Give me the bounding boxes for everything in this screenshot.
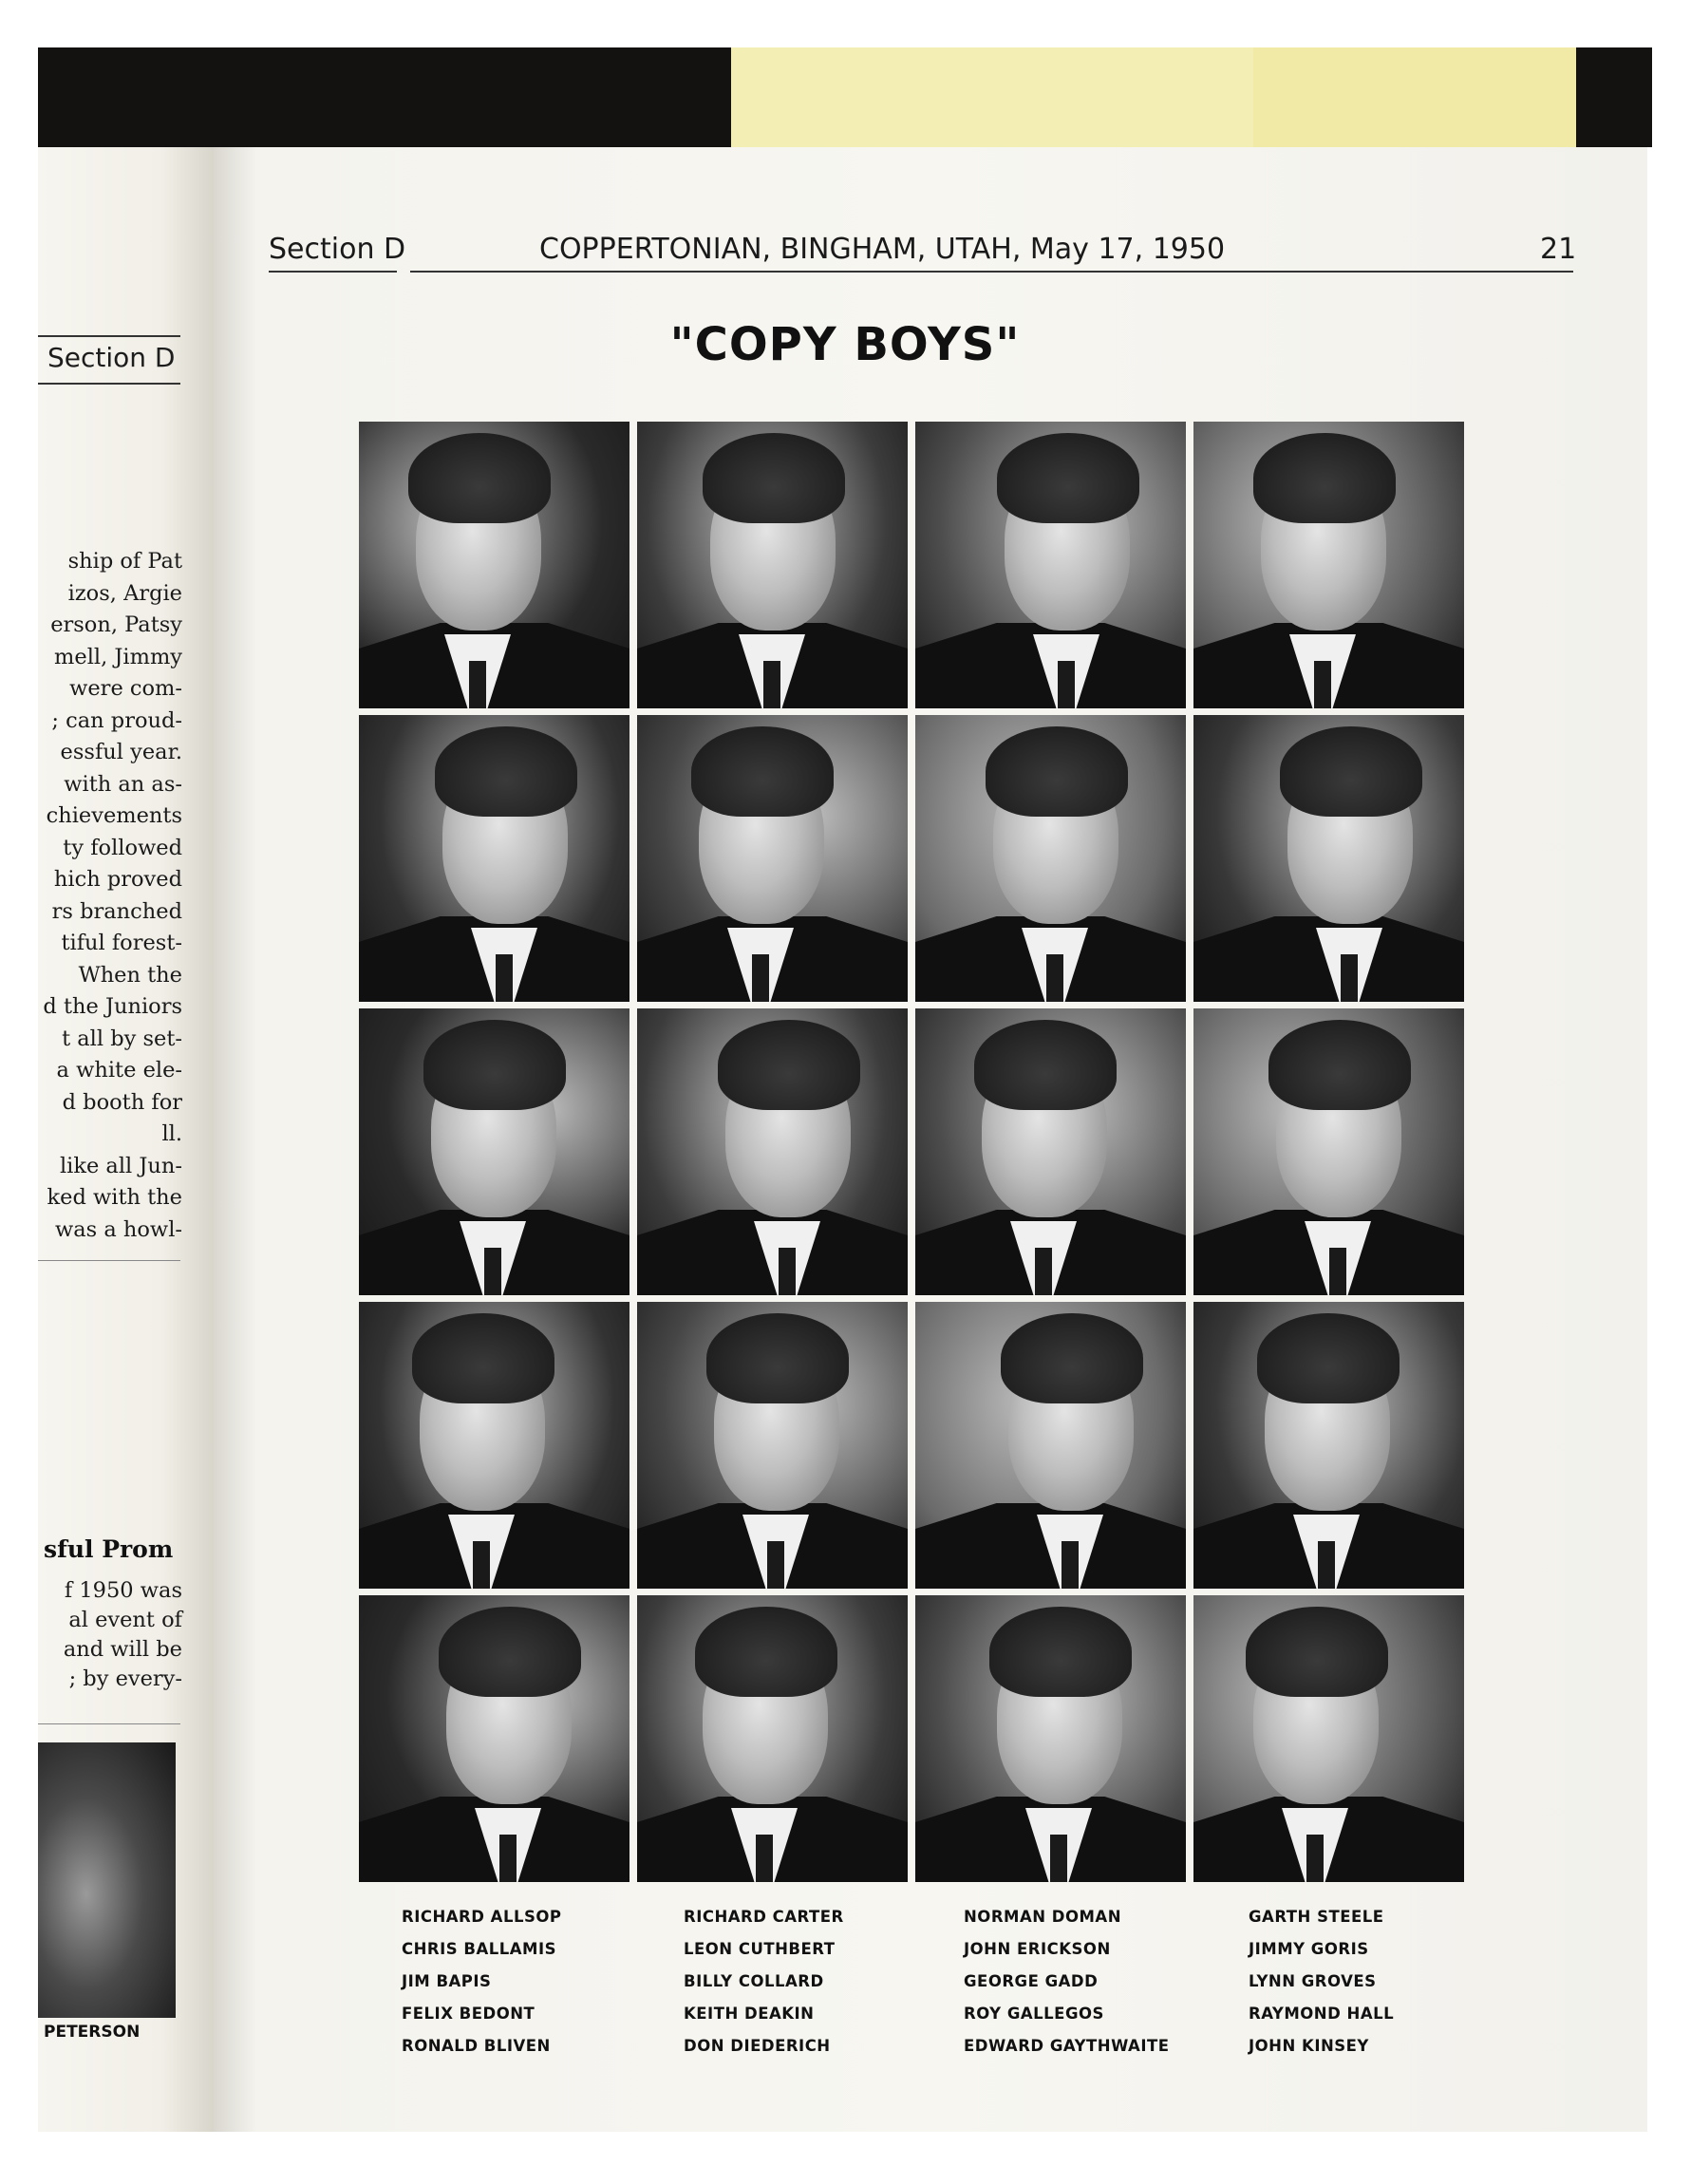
portrait-photo	[637, 715, 908, 1002]
portrait-photo	[637, 422, 908, 708]
name-label: RICHARD CARTER	[684, 1908, 844, 1926]
name-column-3	[964, 1901, 1169, 2062]
portrait-photo	[637, 1595, 908, 1882]
divider	[38, 335, 180, 337]
portrait-photo	[1193, 1008, 1464, 1295]
portrait-hair	[718, 1020, 860, 1110]
portrait-hair	[986, 726, 1128, 817]
left-page-prom-text: f 1950 was al event of and will be ; by every-	[63, 1578, 182, 1691]
portrait-tie	[763, 661, 780, 708]
portrait-photo	[359, 1595, 629, 1882]
page-number: 21	[1540, 233, 1577, 266]
portrait-photo	[915, 1595, 1186, 1882]
portrait-photo	[915, 422, 1186, 708]
portrait-photo	[359, 715, 629, 1002]
portrait-tie	[473, 1541, 490, 1589]
name-column-2	[684, 1901, 844, 2062]
section-label: Section D	[269, 233, 406, 266]
portrait-hair	[974, 1020, 1117, 1110]
portrait-photo	[359, 1302, 629, 1589]
portrait-hair	[997, 433, 1139, 523]
portrait-tie	[499, 1835, 517, 1882]
portrait-tie	[469, 661, 486, 708]
portrait-tie	[1046, 954, 1063, 1002]
left-section-label: Section D	[47, 342, 176, 373]
portrait-photo	[359, 422, 629, 708]
page-title: "COPY BOYS"	[669, 318, 1021, 371]
portrait-photo	[1193, 715, 1464, 1002]
name-label: GARTH STEELE	[1249, 1908, 1384, 1926]
portrait-tie	[1035, 1248, 1052, 1295]
name-label: RICHARD ALLSOP	[402, 1908, 562, 1926]
name-label: JOHN ERICKSON	[964, 1940, 1111, 1958]
portrait-hair	[408, 433, 551, 523]
portrait-hair	[989, 1607, 1132, 1697]
name-column-4	[1249, 1901, 1394, 2062]
portrait-tie	[496, 954, 513, 1002]
portrait-hair	[1257, 1313, 1400, 1403]
name-label: RAYMOND HALL	[1249, 2005, 1395, 2023]
portrait-photo	[915, 715, 1186, 1002]
portrait-hair	[1246, 1607, 1388, 1697]
portrait-photo	[1193, 1302, 1464, 1589]
portrait-tie	[767, 1541, 784, 1589]
portrait-hair	[412, 1313, 554, 1403]
name-label: JIMMY GORIS	[1249, 1940, 1369, 1958]
tape-strip	[731, 47, 1253, 147]
portrait-tie	[1341, 954, 1358, 1002]
name-label: RONALD BLIVEN	[402, 2037, 551, 2055]
left-page-photo	[38, 1742, 176, 2018]
portrait-photo	[359, 1008, 629, 1295]
divider	[38, 1260, 180, 1261]
portrait-tie	[1314, 661, 1331, 708]
portrait-hair	[439, 1607, 581, 1697]
publication-line: COPPERTONIAN, BINGHAM, UTAH, May 17, 1950	[539, 233, 1226, 266]
portrait-grid	[359, 422, 1464, 1882]
portrait-tie	[1062, 1541, 1079, 1589]
name-label: NORMAN DOMAN	[964, 1908, 1122, 1926]
portrait-photo	[915, 1008, 1186, 1295]
portrait-tie	[756, 1835, 773, 1882]
portrait-tie	[779, 1248, 796, 1295]
left-page-photo-caption: PETERSON	[44, 2023, 141, 2042]
portrait-hair	[1280, 726, 1422, 817]
portrait-tie	[1058, 661, 1075, 708]
left-page	[38, 147, 214, 2132]
header-rule	[269, 271, 397, 273]
divider	[38, 1723, 180, 1724]
portrait-hair	[1253, 433, 1396, 523]
portrait-tie	[1329, 1248, 1346, 1295]
portrait-hair	[703, 433, 845, 523]
name-label: DON DIEDERICH	[684, 2037, 831, 2055]
name-label: GEORGE GADD	[964, 1972, 1099, 1990]
name-label: JIM BAPIS	[402, 1972, 492, 1990]
tape-strip	[1253, 47, 1576, 147]
portrait-photo	[637, 1302, 908, 1589]
name-label: CHRIS BALLAMIS	[402, 1940, 556, 1958]
portrait-photo	[915, 1302, 1186, 1589]
portrait-hair	[1001, 1313, 1143, 1403]
portrait-hair	[691, 726, 834, 817]
portrait-hair	[1268, 1020, 1411, 1110]
portrait-hair	[695, 1607, 837, 1697]
portrait-tie	[1318, 1541, 1335, 1589]
portrait-photo	[1193, 422, 1464, 708]
portrait-photo	[637, 1008, 908, 1295]
name-label: BILLY COLLARD	[684, 1972, 824, 1990]
name-label: LYNN GROVES	[1249, 1972, 1377, 1990]
portrait-tie	[1306, 1835, 1324, 1882]
name-label: ROY GALLEGOS	[964, 2005, 1104, 2023]
portrait-hair	[706, 1313, 849, 1403]
portrait-tie	[752, 954, 769, 1002]
name-label: FELIX BEDONT	[402, 2005, 535, 2023]
name-column-1	[402, 1901, 561, 2062]
portrait-hair	[423, 1020, 566, 1110]
portrait-tie	[1050, 1835, 1067, 1882]
header-rule	[410, 271, 1573, 273]
left-page-heading: sful Prom	[44, 1535, 174, 1563]
name-label: KEITH DEAKIN	[684, 2005, 815, 2023]
left-page-article-text: ship of Pat izos, Argie erson, Patsy mell, Jimmy were com- ; can proud- essful year. with an as- chievements ty followed hich proved rs branched tiful forest- When the d the Juniors t all by set- a white ele- d booth for ll. like all Jun- ked with the was a howl-	[43, 549, 182, 1242]
name-label: EDWARD GAYTHWAITE	[964, 2037, 1170, 2055]
portrait-tie	[484, 1248, 501, 1295]
name-label: JOHN KINSEY	[1249, 2037, 1369, 2055]
name-label: LEON CUTHBERT	[684, 1940, 836, 1958]
divider	[38, 383, 180, 385]
portrait-photo	[1193, 1595, 1464, 1882]
portrait-hair	[435, 726, 577, 817]
